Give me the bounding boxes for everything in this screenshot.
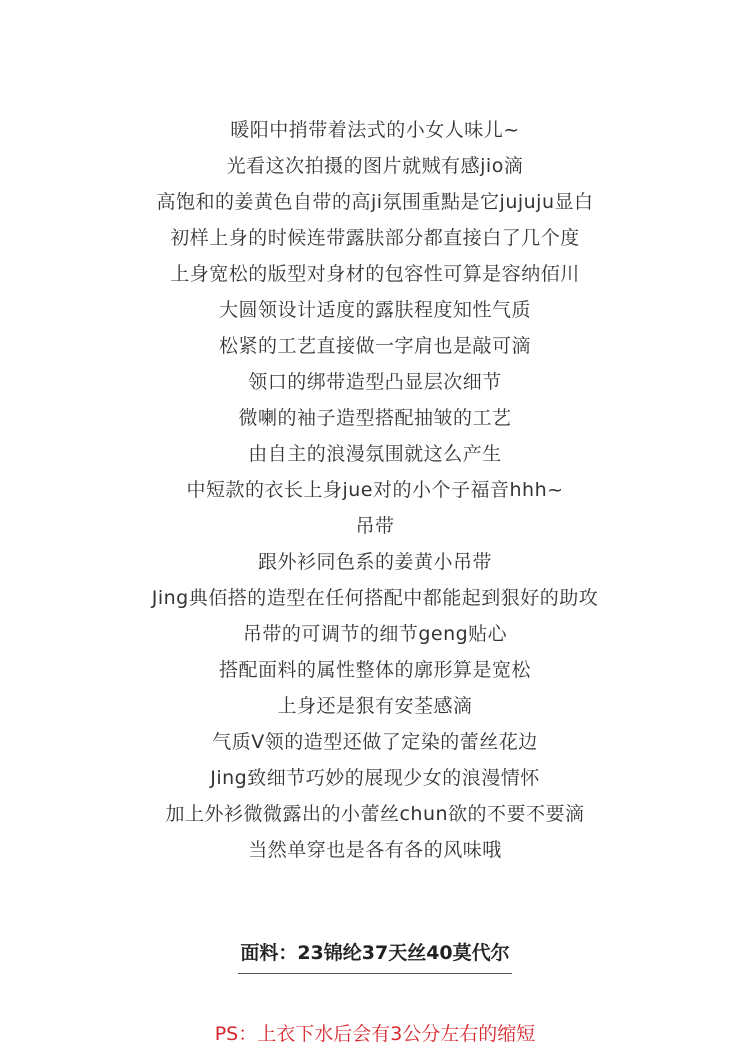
description-line: 大圆领设计适度的露肤程度知性气质	[218, 299, 531, 321]
description-line: Jing致细节巧妙的展现少女的浪漫情怀	[210, 767, 540, 789]
shrinkage-note: PS：上衣下水后会有3公分左右的缩短	[214, 1023, 536, 1045]
description-line: 暖阳中捎带着法式的小女人味儿~	[230, 119, 520, 141]
description-line: 微喇的袖子造型搭配抽皱的工艺	[238, 407, 512, 429]
description-line: 松紧的工艺直接做一字肩也是敲可滴	[218, 335, 531, 357]
description-line: 高饱和的姜黄色自带的高ji氛围重點是它jujuju显白	[156, 191, 594, 213]
description-line: 跟外衫同色系的姜黄小吊带	[257, 551, 492, 573]
fabric-composition-text: 面料：23锦纶37天丝40莫代尔	[238, 935, 511, 974]
description-lines	[0, 112, 750, 868]
description-line: 上身还是狠有安荃感滴	[277, 695, 473, 717]
description-line: 领口的绑带造型凸显层次细节	[248, 371, 502, 393]
description-line: 光看这次拍摄的图片就贼有感jio滴	[226, 155, 524, 177]
description-line: 吊带	[355, 515, 395, 537]
description-line: 加上外衫微微露出的小蕾丝chun欲的不要不要滴	[165, 803, 585, 825]
description-line: 气质V领的造型还做了定染的蕾丝花边	[212, 731, 538, 753]
description-line: 上身宽松的版型对身材的包容性可算是容纳佰川	[170, 263, 580, 285]
fabric-composition	[0, 935, 750, 974]
description-line: 吊带的可调节的细节geng贴心	[242, 623, 508, 645]
description-line: 由自主的浪漫氛围就这么产生	[248, 443, 502, 465]
description-line: 中短款的衣长上身jue对的小个子福音hhh~	[186, 479, 564, 501]
description-line: Jing典佰搭的造型在任何搭配中都能起到狠好的助攻	[151, 587, 599, 609]
description-line: 当然单穿也是各有各的风味哦	[248, 839, 502, 861]
description-line: 搭配面料的属性整体的廓形算是宽松	[218, 659, 531, 681]
description-line: 初样上身的时候连带露肤部分都直接白了几个度	[170, 227, 580, 249]
